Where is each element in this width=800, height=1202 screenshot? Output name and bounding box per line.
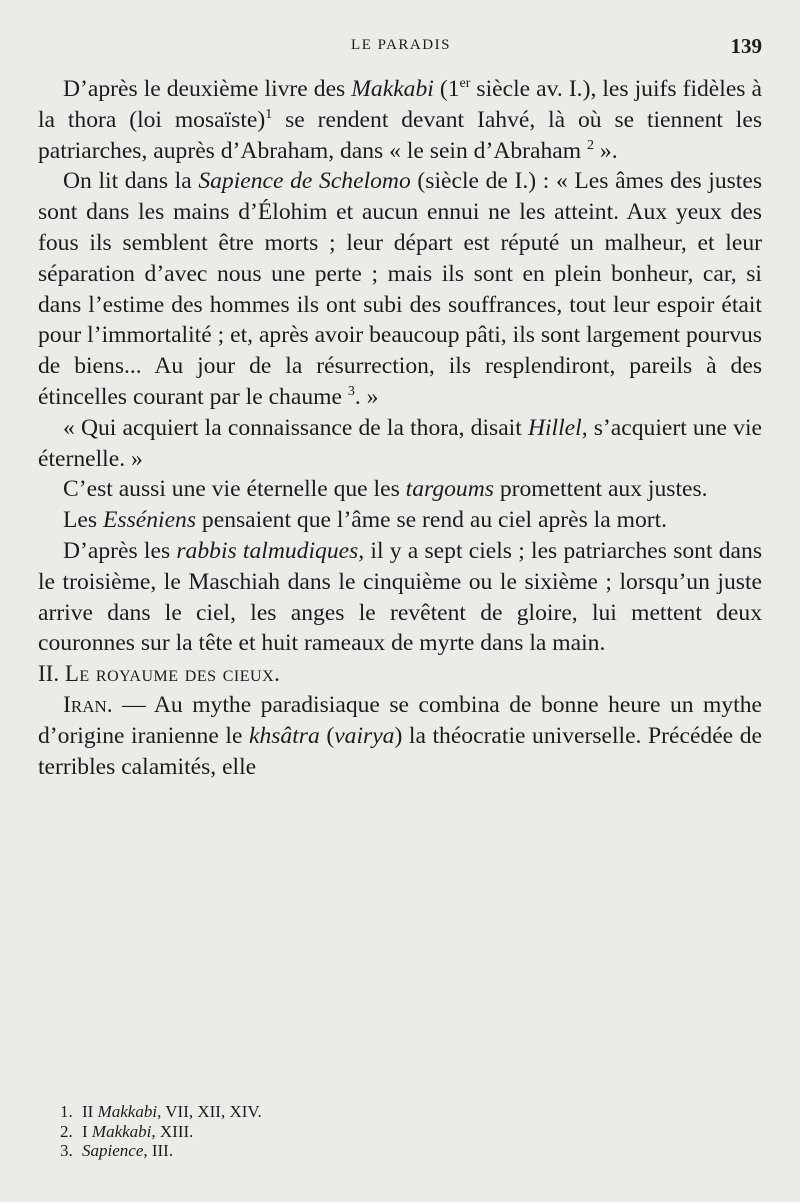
italic-text: Sapience xyxy=(82,1141,144,1160)
paragraph-lead: Iran. xyxy=(63,691,113,718)
text-run: — Au mythe paradisiaque se combina de bonne heure un mythe d’origine iranienne le xyxy=(38,691,762,749)
text-run: ». xyxy=(594,137,618,164)
footnote xyxy=(60,1102,760,1122)
paragraph-p2 xyxy=(38,166,762,412)
text-run: C’est aussi une vie éternelle que les xyxy=(63,476,406,503)
text-run: , XIII. xyxy=(151,1121,194,1141)
italic-text: Makkabi xyxy=(97,1102,158,1121)
italic-text: Makkabi xyxy=(351,76,434,102)
italic-text: Sapience de Schelomo xyxy=(198,168,411,195)
text-run: . » xyxy=(354,383,379,410)
footnote-number: 2. xyxy=(60,1121,73,1141)
text-run: D’après les xyxy=(63,537,177,564)
text-run: se rendent devant Iahvé, là où se tiennent les patriarches, auprès d’Abraham, dans « le sein d’Abraham xyxy=(38,106,763,164)
italic-text: targoums xyxy=(405,476,494,503)
footnote-ref: 3 xyxy=(347,384,355,400)
paragraph-iran xyxy=(38,690,762,782)
footnote-number: 1. xyxy=(60,1102,73,1121)
text-run: , s’acquiert une vie éternelle. » xyxy=(38,414,762,472)
text-run: « Qui acquiert la connaissance de la thora, disait xyxy=(63,414,528,441)
body-text xyxy=(38,74,762,782)
footnote xyxy=(60,1122,760,1142)
text-run: il y a sept ciels ; les patriarches sont dans le troisième, le Maschiah dans le cinquième ou le sixième ; lorsqu’un juste arrive dans le ciel, les anges le revêtent de gloire, lui mettent deux couronnes sur la tête et huit rameaux de myrte dans la main. xyxy=(38,537,763,657)
text-run: (1 xyxy=(433,76,460,102)
footnote-ref: 1 xyxy=(265,106,273,122)
text-run: (siècle de I.) : « Les âmes des justes sont dans les mains d’Élohim et aucun ennui ne les atteint. Aux yeux des fous ils semblent être morts ; leur départ est réputé un malheur, et leur séparation d’avec nous une perte ; mais ils sont en plein bonheur, car, si dans l’estime des hommes ils ont subi des souffrances, tout leur espoir était pour l’immortalité ; et, après avoir beaucoup pâti, ils sont largement pourvus de biens... Au jour de la résurrection, ils resplendiront, pareils à des étincelles courant par le chaume xyxy=(38,168,763,410)
text-run: D’après le deuxième livre des xyxy=(63,76,352,102)
text-run: Les xyxy=(63,507,103,534)
paragraph-p4 xyxy=(38,474,762,505)
italic-text: Makkabi xyxy=(91,1121,152,1141)
paragraph-text xyxy=(38,692,762,780)
paragraph-p1 xyxy=(38,74,762,166)
text-run: I xyxy=(82,1121,92,1141)
text-run: , III. xyxy=(143,1141,174,1160)
italic-text: rabbis talmudiques, xyxy=(176,537,365,564)
paragraph-list xyxy=(38,74,762,659)
text-run: promettent aux justes. xyxy=(493,476,708,503)
italic-text: vairya xyxy=(334,722,395,749)
text-run: On lit dans la xyxy=(63,168,199,195)
footnote-ref: er xyxy=(459,76,471,92)
italic-text: khsâtra xyxy=(248,722,320,749)
text-run: pensaient que l’âme se rend au ciel après la mort. xyxy=(196,507,668,534)
footnote-number: 3. xyxy=(60,1141,73,1160)
running-title: LE PARADIS xyxy=(351,37,451,53)
section-number: II. xyxy=(38,661,60,687)
paragraph-p3 xyxy=(38,413,762,475)
text-run: siècle av. I.), les juifs fidèles à la thora (loi mosaïste) xyxy=(38,76,762,133)
text-run: ) la théocratie universelle. Précédée de terribles calamités, elle xyxy=(38,722,762,780)
italic-text: Esséniens xyxy=(102,507,197,534)
paragraph-p6 xyxy=(38,536,762,659)
footnote xyxy=(60,1141,760,1161)
page-number: 139 xyxy=(730,34,762,58)
italic-text: Hillel xyxy=(527,414,582,441)
running-head xyxy=(40,34,762,58)
paragraph-p5 xyxy=(38,505,762,536)
text-run: ( xyxy=(319,722,335,749)
section-title: Le royaume des cieux. xyxy=(64,661,281,687)
footnote-ref: 2 xyxy=(587,137,595,153)
text-run: , VII, XII, XIV. xyxy=(157,1102,262,1121)
footnotes xyxy=(60,1102,760,1161)
text-run: II xyxy=(82,1102,98,1121)
section-heading xyxy=(38,659,762,690)
